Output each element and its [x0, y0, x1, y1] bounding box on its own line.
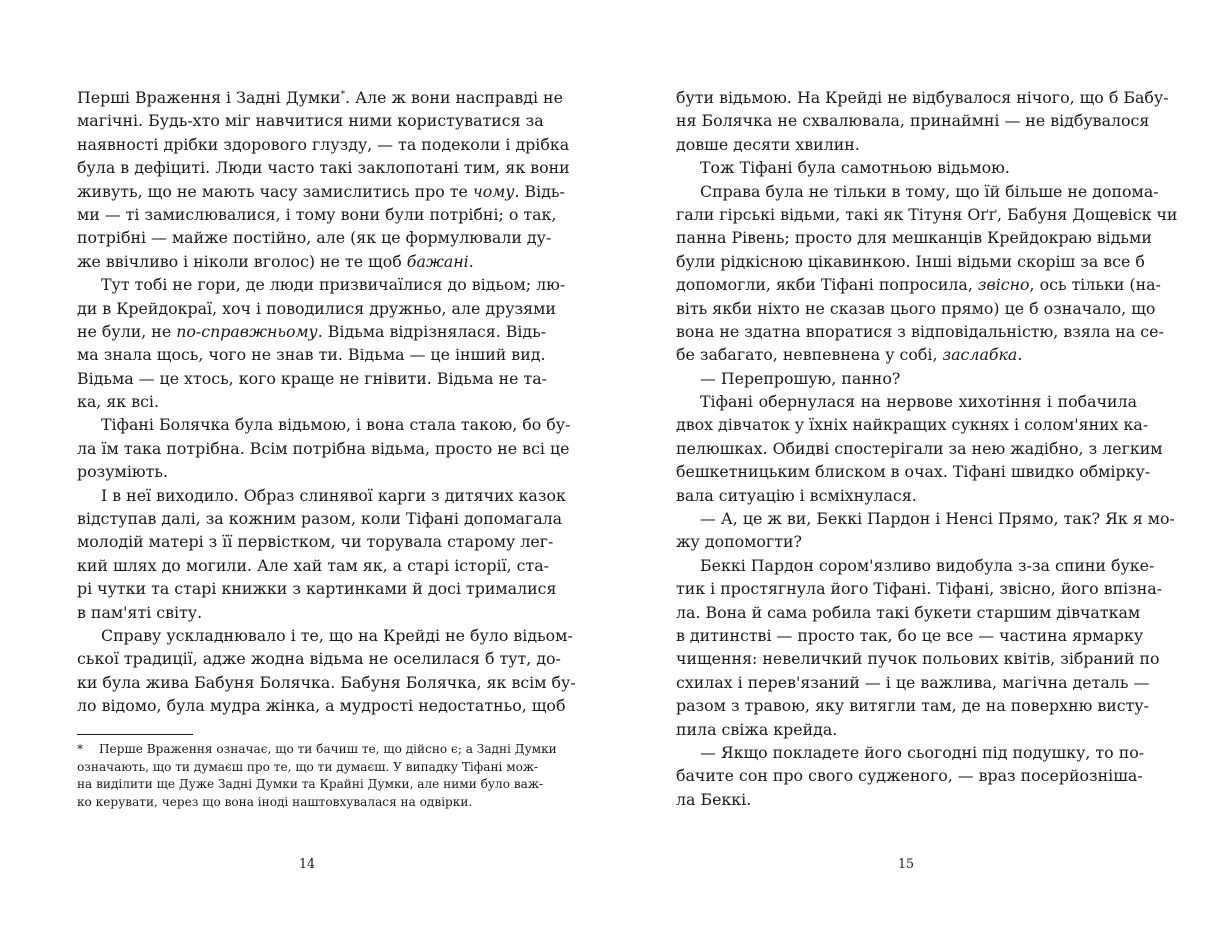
- text-line: ла Беккі.: [676, 789, 752, 809]
- text-line: бешкетницьким блиском в очах. Тіфані швидко обмірку-: [676, 462, 1151, 482]
- text-line: тик і простягнула його Тіфані. Тіфані, звісно, його впізна-: [676, 579, 1163, 599]
- page-number-left: 14: [298, 856, 316, 871]
- page-number-right: 15: [897, 856, 915, 871]
- text-line: пелюшках. Обидві спостерігали за нею жадібно, з легким: [676, 438, 1163, 458]
- text-line: двох дівчаток у їхніх найкращих сукнях і солом'яних ка-: [676, 415, 1149, 435]
- text-line: Тіфані Болячка була відьмою, і вона стала такою, бо бу-: [101, 415, 571, 435]
- text-line: же ввічливо і ніколи вголос) не те щоб бажані.: [77, 251, 474, 271]
- text-line: — Якщо покладете його сьогодні під подушку, то по-: [700, 742, 1145, 762]
- text-line: розуміють.: [77, 462, 168, 482]
- text-line: схилах і перев'язаний — і це важлива, магічна деталь —: [676, 672, 1150, 692]
- footnote-marker: *: [340, 90, 346, 100]
- text-line: Тож Тіфані була самотньою відьмою.: [700, 158, 1010, 178]
- text-line: жу допомогти?: [676, 532, 802, 552]
- footnote-line: на виділити ще Дуже Задні Думки та Крайні Думки, але ними було важ-: [77, 777, 544, 792]
- footnote-divider: [77, 734, 193, 735]
- text-line: наявності дрібки здорового глузду, — та подеколи і дрібка: [77, 134, 570, 154]
- text-line: ди в Крейдокраї, хоч і поводилися дружньо, але друзями: [77, 298, 556, 318]
- text-line: в пам'яті світу.: [77, 602, 203, 622]
- text-line: ло відомо, була мудра жінка, а мудрості недостатньо, щоб: [77, 696, 566, 716]
- text-line: кий шлях до могили. Але хай там як, а старі історії, ста-: [77, 555, 550, 575]
- text-line: була в дефіциті. Люди часто такі заклопотані тим, як вони: [77, 158, 570, 178]
- text-line: віть якби ніхто не сказав цього прямо) це б означало, що: [676, 298, 1156, 318]
- text-line: ма знала щось, чого не знав ти. Відьма — це інший вид.: [77, 345, 546, 365]
- text-line: ла їм така потрібна. Всім потрібна відьма, просто не всі це: [77, 438, 570, 458]
- text-line: відступав далі, за кожним разом, коли Тіфані допомагала: [77, 509, 563, 529]
- text-line: допомогли, якби Тіфані попросила, звісно, ось тільки (на-: [676, 275, 1161, 295]
- footnote-line: * Перше Враження означає, що ти бачиш те, що дійсно є; а Задні Думки: [77, 741, 537, 759]
- footnote-line: ко керувати, через що вона іноді наштовхувалася на одвірки.: [77, 794, 473, 809]
- text-line: вала ситуацію і всміхнулася.: [676, 485, 917, 505]
- text-line: ня Болячка не схвалювала, принаймні — не відбувалося: [676, 111, 1150, 131]
- text-line: Тіфані обернулася на нервове хихотіння і побачила: [700, 392, 1137, 412]
- text-line: І в неї виходило. Образ слинявої карги з дитячих казок: [101, 485, 566, 505]
- text-line: чищення: невеличкий пучок польових квітів, зібраний по: [676, 649, 1160, 669]
- text-line: потрібні — майже постійно, але (як це формулювали ду-: [77, 228, 552, 248]
- text-line: Перші Враження і Задні Думки*. Але ж вони насправді не: [77, 88, 563, 107]
- text-line: рі чутки та старі книжки з картинками й досі трималися: [77, 579, 557, 599]
- text-line: молодій матері з її первістком, чи торувала старому лег-: [77, 532, 554, 552]
- text-line: живуть, що не мають часу замислитись про те чому. Відь-: [77, 181, 565, 201]
- left-page-text: [77, 86, 576, 718]
- text-line: магічні. Будь-хто міг навчитися ними користуватися за: [77, 111, 544, 131]
- text-line: Відьма — це хтось, кого краще не гнівити. Відьма не та-: [77, 368, 547, 388]
- text-line: бе забагато, невпевнена у собі, заслабка.: [676, 345, 1023, 365]
- text-line: Справа була не тільки в тому, що їй більше не допома-: [700, 181, 1159, 201]
- text-line: Справу ускладнювало і те, що на Крейді не було відьом-: [101, 625, 573, 645]
- footnote-line: означають, що ти думаєш про те, що ти думаєш. У випадку Тіфані мож-: [77, 759, 539, 774]
- text-line: — А, це ж ви, Беккі Пардон і Ненсі Прямо, так? Як я мо-: [700, 509, 1175, 529]
- text-line: ка, як всі.: [77, 392, 160, 412]
- footnote-mark: *: [77, 742, 84, 756]
- text-line: ської традиції, адже жодна відьма не оселилася б тут, до-: [77, 649, 561, 669]
- text-line: панна Рівень; просто для мешканців Крейдокраю відьми: [676, 228, 1152, 248]
- text-line: довше десяти хвилин.: [676, 134, 860, 154]
- text-line: ми — ті замислювалися, і тому вони були потрібні; о так,: [77, 204, 557, 224]
- right-page-text: [676, 86, 1178, 811]
- text-line: ла. Вона й сама робила такі букети старшим дівчаткам: [676, 602, 1141, 622]
- text-line: ки була жива Бабуня Болячка. Бабуня Болячка, як всім бу-: [77, 672, 576, 692]
- text-line: не були, не по-справжньому. Відьма відрізнялася. Відь-: [77, 321, 547, 341]
- text-line: вона не здатна впоратися з відповідальністю, взяла на се-: [676, 321, 1164, 341]
- text-line: бачите сон про свого судженого, — враз посерйознішa-: [676, 766, 1143, 786]
- text-line: пила свіжа крейда.: [676, 719, 838, 739]
- text-line: разом з травою, яку витягли там, де на поверхню висту-: [676, 696, 1150, 716]
- text-line: Беккі Пардон сором'язливо видобула з-за спини буке-: [700, 555, 1155, 575]
- text-line: бути відьмою. На Крейді не відбувалося нічого, що б Бабу-: [676, 88, 1169, 107]
- footnote: [77, 741, 557, 811]
- text-line: гали гірські відьми, такі як Тітуня Оґґ, Бабуня Дощевіск чи: [676, 204, 1178, 224]
- text-line: — Перепрошую, панно?: [700, 368, 901, 388]
- text-line: в дитинстві — просто так, бо це все — частина ярмарку: [676, 625, 1144, 645]
- text-line: були рідкісною цікавинкою. Інші відьми скоріш за все б: [676, 251, 1145, 271]
- text-line: Тут тобі не гори, де люди призвичаїлися до відьом; лю-: [101, 275, 566, 295]
